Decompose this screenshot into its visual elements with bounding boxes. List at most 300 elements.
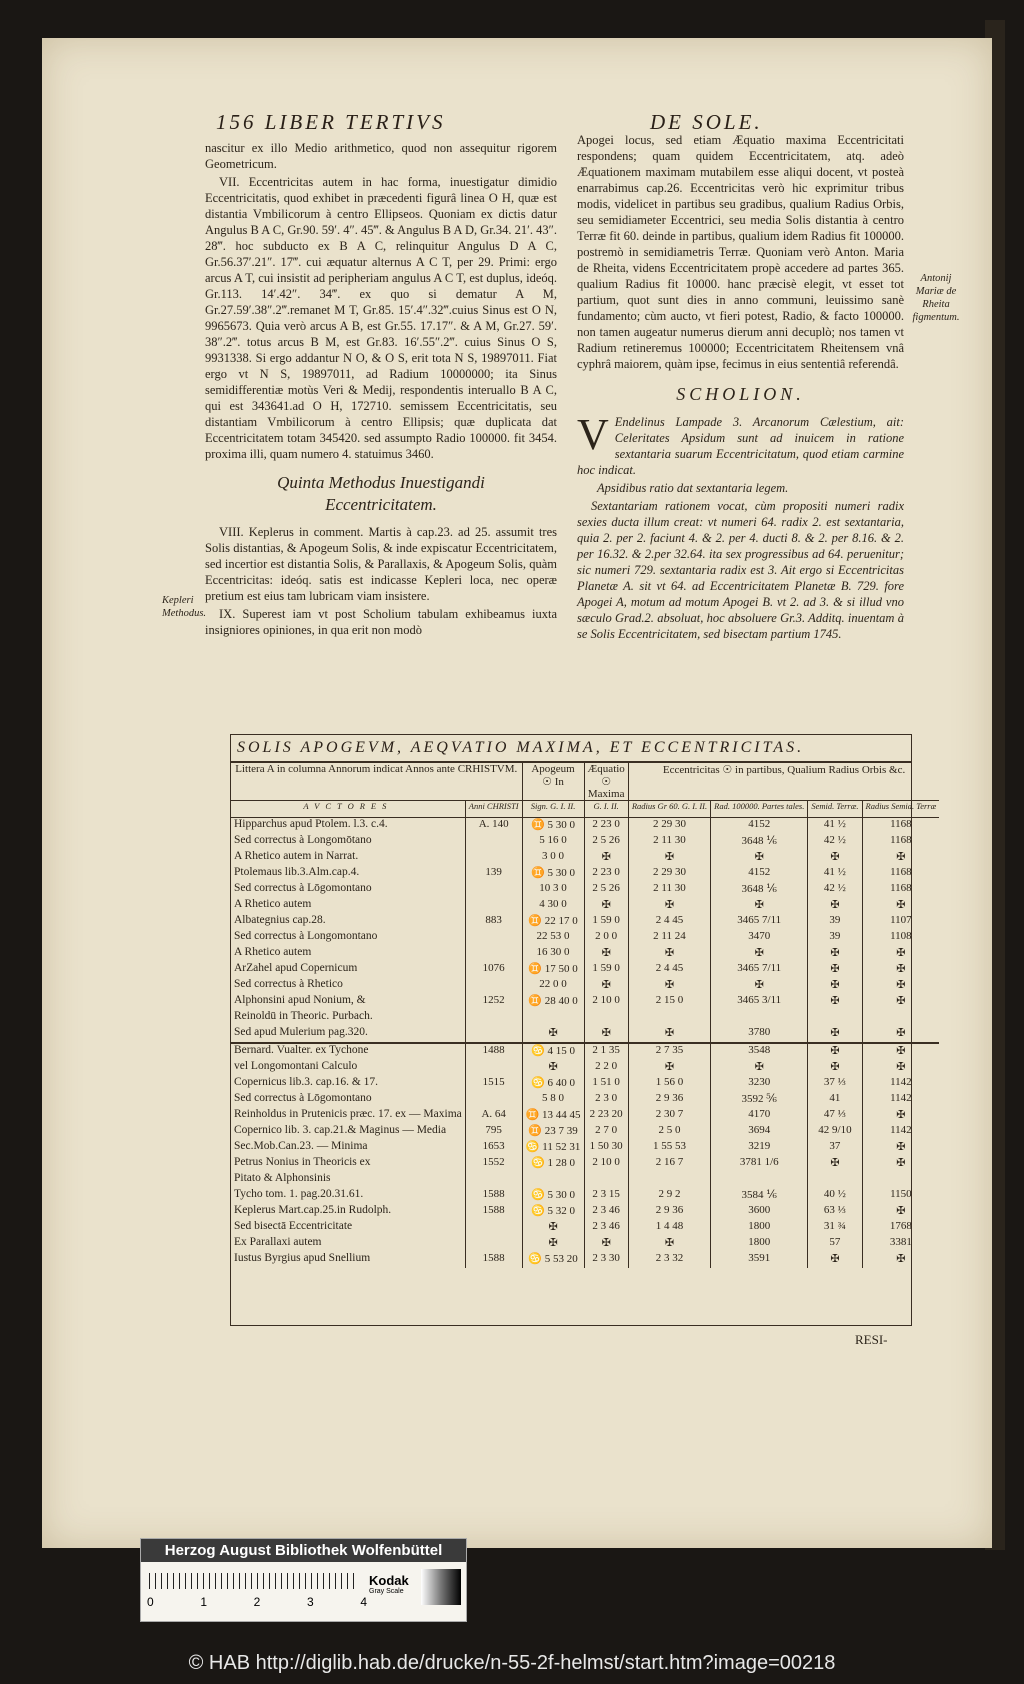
value-cell: ✠ [808,1252,862,1268]
value-cell: ♊ 5 30 0 [522,818,584,835]
value-cell: 1168 [862,834,939,850]
paragraph: VII. Eccentricitas autem in hac forma, inuestigatur dimidio Eccentricitatis, quod exhibet in præcedenti figurâ linea O H, quæ est distantia Vmbilicorum à centro Ellipseos. Quoniam ex dictis datur Angulus B A C, Gr.90. 59′. 4″. 45‴. & Angulus B A D, Gr.34. 21′. 43″. 28‴. hoc subducto ex B A C, relinquitur Angulus D A C, Gr.56.37′.21″. 17‴. cui æquatur alternus A C T, per 29. Primi: ergo arcus A T, cui insistit ad peripheriam angulus A C T, est duplus, ideóq. Gr.113. 14′.42″. 34‴. ex quo si dematur A M, Gr.27.59′.38″.2‴.remanet M T, Gr.85. 15′.4″.32‴.cuius Sinus est O N, 9965673. Quia verò arcus A B, est Gr.55. 17.17″. & A M, Gr.27. 59′. 38″.2‴. totus arcus B M, est Gr.83. 16′.55″.2‴. cuius Sinus O S, 9931338. Si ergo addantur N O, & O S, erit tota N S, 19897011. Fiat ergo vt N S, 19897011, ad Radium 10000000; ita Sinus semidifferentiæ motùs Veri & Medij, respondentis interuallo B A C, qui est 343641.ad O H, 172710. semissem Eccentricitatis, seu distantiam Vmbilicorum à centro Ellipsis; quæ duplicata dat Eccentricitatem totam 345420. sed assumpto Radio 100000. fit 3454. proxima illi, quam numero 4. statuimus 3460. [205,175,557,461]
value-cell: 2 10 0 [584,994,628,1010]
value-cell: 42 ½ [808,882,862,898]
value-cell: 2 9 36 [628,1204,710,1220]
value-cell: 2 3 30 [584,1252,628,1268]
value-cell: ✠ [862,898,939,914]
value-cell: 2 11 30 [628,834,710,850]
value-cell: 3592 ⅚ [711,1092,808,1108]
value-cell: 1 59 0 [584,962,628,978]
value-cell: 1252 [465,994,522,1010]
table-row [231,1188,939,1204]
value-cell: 5 16 0 [522,834,584,850]
author-cell: Bernard. Vualter. ex Tychone [231,1043,465,1060]
value-cell: 3648 ⅙ [711,882,808,898]
table-row [231,1092,939,1108]
author-cell: Tycho tom. 1. pag.20.31.61. [234,1188,364,1200]
header-cell: Sign. G. I. II. [522,801,584,818]
table-row [231,914,939,930]
value-cell: ✠ [522,1026,584,1043]
value-cell [465,1172,522,1188]
header-cell: Radius Semid. Terræ [862,801,939,818]
value-cell: 1552 [465,1156,522,1172]
value-cell: ✠ [628,978,710,994]
scholion-title: SCHOLION. [676,384,805,404]
header-cell: Eccentricitas ☉ in partibus, Qualium Radius Orbis &c. [628,763,939,801]
value-cell: 42 ½ [808,834,862,850]
value-cell: 4152 [711,818,808,835]
table-row [231,882,939,898]
author-cell: A Rhetico autem [234,946,312,958]
value-cell: ✠ [584,946,628,962]
value-cell: ✠ [862,978,939,994]
value-cell: 3584 ⅙ [711,1188,808,1204]
library-label [140,1538,467,1622]
author-cell: Sed correctus à Lōgomontano [234,1092,372,1104]
author-cell: Petrus Nonius in Theoricis ex [234,1156,371,1168]
value-cell: ♋ 4 15 0 [522,1043,584,1060]
value-cell: ✠ [628,850,710,866]
value-cell [584,1172,628,1188]
value-cell: 39 [808,930,862,946]
value-cell: ✠ [522,1060,584,1076]
value-cell: 1 56 0 [628,1076,710,1092]
value-cell: ✠ [628,898,710,914]
value-cell: 1 4 48 [628,1220,710,1236]
value-cell: 1800 [711,1220,808,1236]
table-row [231,1204,939,1220]
value-cell [862,1010,939,1026]
value-cell: 2 3 46 [584,1220,628,1236]
value-cell: ✠ [522,1236,584,1252]
value-cell: ✠ [862,1204,939,1220]
table-row [231,1172,939,1188]
value-cell: 1168 [862,882,939,898]
value-cell: ♋ 5 30 0 [522,1188,584,1204]
value-cell: 3219 [711,1140,808,1156]
value-cell: ♊ 17 50 0 [522,962,584,978]
value-cell: 1588 [465,1204,522,1220]
value-cell: 1 51 0 [584,1076,628,1092]
value-cell [465,946,522,962]
author-cell: Albategnius cap.28. [234,914,326,926]
value-cell: ✠ [584,978,628,994]
value-cell: ✠ [808,978,862,994]
header-cell: G. I. II. [584,801,628,818]
value-cell: 2 3 32 [628,1252,710,1268]
value-cell: 42 9/10 [808,1124,862,1140]
value-cell [465,978,522,994]
value-cell: 1150 [862,1188,939,1204]
value-cell: 1142 [862,1092,939,1108]
header-cell: Æquatio ☉ Maxima [584,763,628,801]
value-cell: 1108 [862,930,939,946]
value-cell: 2 29 30 [628,818,710,835]
value-cell: 2 1 35 [584,1043,628,1060]
value-cell: 3465 3/11 [711,994,808,1010]
author-cell: Keplerus Mart.cap.25.in Rudolph. [234,1204,392,1216]
value-cell [808,1010,862,1026]
value-cell: 1 55 53 [628,1140,710,1156]
table-row [231,1026,939,1043]
ruler-numbers [147,1595,367,1609]
value-cell [465,898,522,914]
table-subheader-row [231,801,939,818]
author-cell: Ptolemaus lib.3.Alm.cap.4. [234,866,360,878]
value-cell: ✠ [808,994,862,1010]
value-cell [465,1092,522,1108]
author-cell: ArZahel apud Copernicum [234,962,358,974]
value-cell: ✠ [808,1043,862,1060]
header-cell: Radius Gr 60. G. I. II. [628,801,710,818]
value-cell: ✠ [711,850,808,866]
table-row [231,1236,939,1252]
value-cell: ✠ [862,946,939,962]
value-cell [862,1172,939,1188]
value-cell: 37 [808,1140,862,1156]
table-row [231,946,939,962]
footer-credit: © HAB http://diglib.hab.de/drucke/n-55-2f-helmst/start.htm?image=00218 [188,1652,836,1674]
value-cell: 3381 [862,1236,939,1252]
value-cell: 3781 1/6 [711,1156,808,1172]
value-cell: 2 2 0 [584,1060,628,1076]
value-cell: ♋ 1 28 0 [522,1156,584,1172]
value-cell: 883 [465,914,522,930]
running-head-left: 156 LIBER TERTIVS [216,110,446,134]
header-cell: Rad. 100000. Partes tales. [711,801,808,818]
author-cell: Sed bisectā Eccentricitate [234,1220,353,1232]
value-cell: 31 ¾ [808,1220,862,1236]
value-cell: ♊ 13 44 45 [522,1108,584,1124]
table-row [231,1252,939,1268]
ruler-number: 3 [306,1595,314,1609]
table-row [231,930,939,946]
value-cell: ✠ [862,1252,939,1268]
table-row [231,1108,939,1124]
value-cell: ✠ [628,1026,710,1043]
value-cell: 2 7 0 [584,1124,628,1140]
value-cell: ✠ [862,1156,939,1172]
value-cell [465,1220,522,1236]
value-cell: ✠ [862,1140,939,1156]
value-cell: 1168 [862,866,939,882]
value-cell: 10 3 0 [522,882,584,898]
drop-cap: V [577,410,609,459]
value-cell: 1142 [862,1124,939,1140]
value-cell: ✠ [808,946,862,962]
value-cell: ♊ 28 40 0 [522,994,584,1010]
value-cell: 41 [808,1092,862,1108]
value-cell: 1768 [862,1220,939,1236]
value-cell: 1488 [465,1043,522,1060]
value-cell: 2 9 36 [628,1092,710,1108]
value-cell [711,1172,808,1188]
left-column [205,140,557,640]
value-cell [522,1010,584,1026]
value-cell [465,850,522,866]
value-cell: 3591 [711,1252,808,1268]
ruler-number: 2 [253,1595,261,1609]
author-cell: Sed correctus à Rhetico [234,978,343,990]
value-cell: 41 ½ [808,818,862,835]
value-cell: 3648 ⅙ [711,834,808,850]
value-cell: ✠ [584,898,628,914]
value-cell: ✠ [808,962,862,978]
author-cell: Sed correctus à Longomōtano [234,834,372,846]
scale-ruler [149,1573,359,1589]
value-cell: 39 [808,914,862,930]
table-row [231,1156,939,1172]
paragraph: IX. Superest iam vt post Scholium tabulam exhibeamus iuxta insigniores opiniones, in qua erit non modò [205,607,557,637]
author-cell: A Rhetico autem in Narrat. [234,850,359,862]
value-cell: 4 30 0 [522,898,584,914]
right-column [577,132,904,644]
value-cell [465,1010,522,1026]
value-cell: ♊ 23 7 39 [522,1124,584,1140]
value-cell: ✠ [711,946,808,962]
table-row [231,994,939,1010]
scholion-paragraph [577,410,904,478]
table-row [231,962,939,978]
header-cell: Anni CHRISTI [465,801,522,818]
table-row [231,834,939,850]
table-row [231,818,939,835]
value-cell: ✠ [584,1026,628,1043]
data-table [231,763,939,1268]
value-cell: ✠ [711,1060,808,1076]
author-cell: Iustus Byrgius apud Snellium [234,1252,371,1264]
value-cell: 1107 [862,914,939,930]
value-cell: 3465 7/11 [711,962,808,978]
value-cell: ✠ [808,850,862,866]
author-cell: Reinholdus in Prutenicis præc. 17. ex — Maxima [234,1108,462,1120]
value-cell: 2 10 0 [584,1156,628,1172]
kodak-text: Kodak [369,1573,409,1588]
value-cell: ✠ [862,1026,939,1043]
value-cell: ✠ [711,978,808,994]
value-cell: 2 7 35 [628,1043,710,1060]
value-cell: 2 23 0 [584,818,628,835]
value-cell: A. 64 [465,1108,522,1124]
value-cell: ✠ [628,946,710,962]
value-cell: 2 11 30 [628,882,710,898]
scholion-text: Endelinus Lampade 3. Arcanorum Cælestium, ait: Celeritates Apsidum sunt ad inuicem in ratione sextantaria suarum Eccentricitatum, quod etiam carmine hoc indicat. [577,415,904,477]
label-title: Herzog August Bibliothek Wolfenbüttel [141,1539,466,1562]
value-cell: ♋ 5 53 20 [522,1252,584,1268]
table-row [231,1010,939,1026]
value-cell: 2 23 0 [584,866,628,882]
ruler-number: 1 [200,1595,208,1609]
value-cell: 3694 [711,1124,808,1140]
value-cell: 41 ½ [808,866,862,882]
value-cell: 2 5 26 [584,882,628,898]
value-cell: 2 15 0 [628,994,710,1010]
value-cell: ✠ [862,1060,939,1076]
author-cell: Pitato & Alphonsinis [234,1172,331,1184]
value-cell: 1653 [465,1140,522,1156]
header-cell: Littera A in columna Annorum indicat Annos ante CRHISTVM. [231,763,522,801]
value-cell: 3465 7/11 [711,914,808,930]
value-cell: 2 29 30 [628,866,710,882]
value-cell [808,1172,862,1188]
value-cell: ✠ [808,1060,862,1076]
author-cell: Ex Parallaxi autem [234,1236,322,1248]
author-cell: Sed correctus à Lōgomontano [234,882,372,894]
kodak-logo [369,1573,409,1595]
value-cell: 3600 [711,1204,808,1220]
value-cell: ♊ 5 30 0 [522,866,584,882]
author-cell: Sec.Mob.Can.23. — Minima [234,1140,368,1152]
value-cell: ✠ [862,994,939,1010]
paragraph: VIII. Keplerus in comment. Martis à cap.23. ad 25. assumit tres Solis distantias, & Apogeum Solis, & inde expiscatur Eccentricitatem, sed incertior est distantia Solis, & Parallaxis, & Apogeum Solis, quàm Eccentricitas: ideóq. satis est indicasse Kepleri loca, nec operæ pretium est eius tam lubricam viam insistere. [205,525,557,603]
table-title: SOLIS APOGEVM, AEQVATIO MAXIMA, ET ECCENTRICITAS. [231,735,911,763]
value-cell: 3780 [711,1026,808,1043]
table-body [231,818,939,1269]
value-cell: 40 ½ [808,1188,862,1204]
value-cell [465,834,522,850]
header-cell: Semid. Terræ. [808,801,862,818]
value-cell: A. 140 [465,818,522,835]
table-row [231,1140,939,1156]
table-row [231,1220,939,1236]
value-cell: 4170 [711,1108,808,1124]
paragraph: Apogei locus, sed etiam Æquatio maxima Eccentricitati respondens; quam quidem Eccentricitatem, atq. adeò Æquationem maximam mutabilem esse aliqui docent, vt posteà enarrabimus cap.26. Eccentricitas verò hic exprimitur tribus modis, videlicet in partibus seu gradibus, qualium Radius Orbis, seu semidiameter Eccentrici, seu media Solis distantia à centro Terræ fit 60. deinde in partibus, qualium idem Radius fit 100000. postremò in semidiametris Terræ. Quoniam verò Anton. Maria de Rheita, videns Eccentricitatem propè accedere ad partes 365. qualium Radius fit 10000. hanc præcisè elegit, vt esset tot partium, quot sunt dies in anno communi, leuissimo sanè fundamento; cùm aucto, vt fieri potest, Radio, & facto 100000. non tamen augeatur numerus dierum anni decuplò; nos tamen vt Radium retineremus 100000; Eccentricitatem Rheitensem vnâ cyphrâ maiorem, quàm ipse, fecimus in eius sententiâ referendâ. [577,133,904,371]
grayscale-text: Gray Scale [369,1588,404,1595]
value-cell: 1588 [465,1188,522,1204]
value-cell: 57 [808,1236,862,1252]
value-cell: 4152 [711,866,808,882]
value-cell: ✠ [584,1236,628,1252]
value-cell: 3470 [711,930,808,946]
value-cell: ✠ [862,1108,939,1124]
value-cell: ✠ [628,1060,710,1076]
paragraph: nascitur ex illo Medio arithmetico, quod non assequitur rigorem Geometricum. [205,141,557,171]
value-cell: 3 0 0 [522,850,584,866]
value-cell: ✠ [862,850,939,866]
author-cell: Copernicus lib.3. cap.16. & 17. [234,1076,379,1088]
value-cell: 2 11 24 [628,930,710,946]
table-row [231,1060,939,1076]
value-cell: 1168 [862,818,939,835]
scholion-verse: Apsidibus ratio dat sextantaria legem. [597,481,789,495]
value-cell: 2 4 45 [628,914,710,930]
value-cell: ✠ [711,898,808,914]
value-cell: ✠ [808,1026,862,1043]
author-cell: vel Longomontani Calculo [234,1060,358,1072]
value-cell [465,882,522,898]
value-cell: 2 5 26 [584,834,628,850]
value-cell [628,1172,710,1188]
value-cell: ♋ 5 32 0 [522,1204,584,1220]
table-row [231,1124,939,1140]
author-cell: Alphonsini apud Nonium, & [234,994,366,1006]
running-head-right: DE SOLE. [650,110,763,134]
value-cell: 3230 [711,1076,808,1092]
value-cell [465,1060,522,1076]
value-cell: 2 23 20 [584,1108,628,1124]
value-cell: 2 3 0 [584,1092,628,1108]
value-cell: 1 59 0 [584,914,628,930]
value-cell: 2 16 7 [628,1156,710,1172]
value-cell [711,1010,808,1026]
value-cell: 1076 [465,962,522,978]
value-cell: 139 [465,866,522,882]
author-cell: Copernico lib. 3. cap.21.& Maginus — Media [234,1124,447,1136]
value-cell: 1515 [465,1076,522,1092]
value-cell: 47 ⅓ [808,1108,862,1124]
table-row [231,850,939,866]
table-row [231,1043,939,1060]
value-cell: ✠ [862,962,939,978]
value-cell: 1 50 30 [584,1140,628,1156]
value-cell: 2 0 0 [584,930,628,946]
value-cell: 63 ⅓ [808,1204,862,1220]
author-cell: Sed correctus à Longomontano [234,930,378,942]
value-cell [628,1010,710,1026]
value-cell: 2 4 45 [628,962,710,978]
value-cell: 22 0 0 [522,978,584,994]
value-cell: 2 30 7 [628,1108,710,1124]
value-cell: 5 8 0 [522,1092,584,1108]
author-cell: Hipparchus apud Ptolem. l.3. c.4. [234,818,388,830]
value-cell: ✠ [522,1220,584,1236]
value-cell: 2 5 0 [628,1124,710,1140]
value-cell: 3548 [711,1043,808,1060]
author-cell: A Rhetico autem [234,898,312,910]
table-row [231,898,939,914]
grayscale-swatch [421,1569,461,1605]
value-cell: ✠ [628,1236,710,1252]
table-header-row [231,763,939,801]
value-cell: 795 [465,1124,522,1140]
value-cell: ♋ 6 40 0 [522,1076,584,1092]
value-cell [465,1026,522,1043]
scholion-text: Sextantariam rationem vocat, cùm propositi numeri radix sexies ducta illum creat: vt numeri 64. radix 2. est sextantaria, quia 2. per 2. faciunt 4. & 2. per 4. ducti 8. & 2. per 8.16. & 2. per 16.32. & 2.per 32.64. ita sex progressibus ad 64. peruenitur; sic numeri 729. sextantaria radix est 3. Ait ergo si Eccentricitas Planetæ A. sit vt 64. ad Eccentricitatem Planetæ B. 729. fore Apogei A, motum ad motum Apogei B. vt 2. ad 3. & si illud vno sæculo Grad.2. absoluat, hoc absoluere Gr.3. Additq. inuentam à se Solis Eccentricitatem, sed bisectam partium 1745. [577,499,904,641]
value-cell: ✠ [808,1156,862,1172]
table-row [231,978,939,994]
heading-line: Quinta Methodus Inuestigandi [277,473,485,492]
value-cell: ♋ 11 52 31 [522,1140,584,1156]
header-cell: AVCTORES [231,801,465,818]
value-cell: ✠ [808,898,862,914]
ruler-number: 4 [360,1595,367,1609]
solis-table [230,734,937,1326]
margin-note-rheita: Antonij Mariæ de Rheita figmentum. [912,273,960,323]
table-row [231,1076,939,1092]
value-cell: ✠ [584,850,628,866]
value-cell: 2 3 46 [584,1204,628,1220]
value-cell: 1588 [465,1252,522,1268]
table-row [231,866,939,882]
section-heading [205,472,557,516]
header-cell: Apogeum ☉ In [522,763,584,801]
value-cell [465,1236,522,1252]
author-cell: Reinoldū in Theoric. Purbach. [234,1010,373,1022]
value-cell [584,1010,628,1026]
heading-line: Eccentricitatem. [325,495,437,514]
margin-note-kepler: Kepleri Methodus. [162,595,207,619]
value-cell: 37 ⅓ [808,1076,862,1092]
value-cell: ✠ [862,1043,939,1060]
value-cell: ♊ 22 17 0 [522,914,584,930]
value-cell: 2 9 2 [628,1188,710,1204]
value-cell: 22 53 0 [522,930,584,946]
value-cell: 1142 [862,1076,939,1092]
value-cell: 2 3 15 [584,1188,628,1204]
author-cell: Sed apud Mulerium pag.320. [234,1026,368,1038]
catchword: RESI- [855,1332,888,1347]
